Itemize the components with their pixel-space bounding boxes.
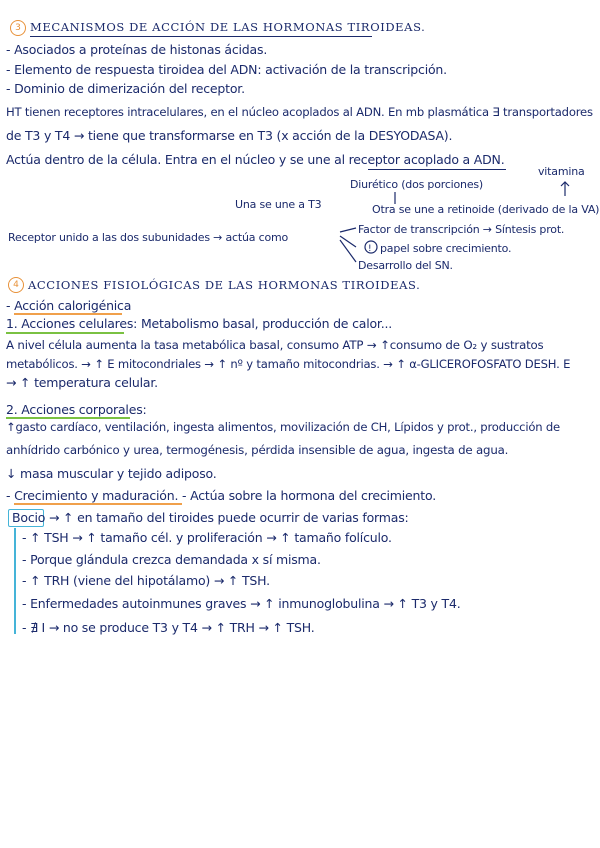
section-title: ACCIONES FISIOLÓGICAS DE LAS HORMONAS TIROIDEAS.	[28, 278, 421, 292]
note-line: - ↑ TSH → ↑ tamaño cél. y proliferación → ↑ tamaño folículo.	[22, 530, 392, 545]
note-line: HT tienen receptores intracelulares, en el núcleo acoplados al ADN. En mb plasmática ∃ transportadores	[6, 105, 593, 119]
vitamin-label: vitamina	[538, 165, 585, 178]
note-line: Bocio → ↑ en tamaño del tiroides puede ocurrir de varias formas:	[12, 510, 409, 525]
note-line: ↑gasto cardíaco, ventilación, ingesta alimentos, movilización de CH, Lípidos y prot., producción de	[6, 420, 560, 434]
note-line: anhídrido carbónico y urea, termogénesis, pérdida insensible de agua, ingesta de agua.	[6, 443, 509, 457]
highlight-underline	[6, 332, 124, 334]
joins-t3-label: Una se une a T3	[235, 198, 322, 211]
note-line: - Porque glándula crezca demandada x sí misma.	[22, 552, 321, 567]
bocio-bracket	[14, 528, 16, 634]
note-line: Actúa dentro de la célula. Entra en el núcleo y se une al receptor acoplado a ADN.	[6, 152, 505, 167]
note-line: metabólicos. → ↑ E mitocondriales → ↑ nº y tamaño mitocondrias. → ↑ α-GLICEROFOSFATO DESH. E	[6, 357, 571, 371]
note-line: - Dominio de dimerización del receptor.	[6, 81, 245, 96]
note-line: - Elemento de respuesta tiroidea del ADN: activación de la transcripción.	[6, 62, 447, 77]
note-line: - Enfermedades autoinmunes graves → ↑ inmunoglobulina → ↑ T3 y T4.	[22, 596, 461, 611]
section-number-badge: 4	[8, 277, 24, 293]
note-line: - ∄ I → no se produce T3 y T4 → ↑ TRH → ↑ TSH.	[22, 620, 315, 635]
other-joins-label: Otra se une a retinoide (derivado de la VA)	[372, 203, 600, 216]
factor-label: Factor de transcripción → Síntesis prot.	[358, 223, 565, 236]
highlight-underline	[14, 503, 182, 505]
note-line: - Acción calorigénica	[6, 298, 132, 313]
note-line: 2. Acciones corporales:	[6, 402, 147, 417]
note-line: - ↑ TRH (viene del hipotálamo) → ↑ TSH.	[22, 573, 270, 588]
highlight-underline	[14, 313, 122, 315]
note-line: A nivel célula aumenta la tasa metabólica basal, consumo ATP → ↑consumo de O₂ y sustratos	[6, 338, 544, 352]
sn-label: Desarrollo del SN.	[358, 259, 453, 272]
svg-text:!: !	[368, 244, 372, 254]
note-line: - Asociados a proteínas de histonas ácidas.	[6, 42, 268, 57]
note-line: de T3 y T4 → tiene que transformarse en T3 (x acción de la DESYODASA).	[6, 128, 453, 143]
section-title: MECANISMOS DE ACCIÓN DE LAS HORMONAS TIROIDEAS.	[30, 20, 426, 34]
note-line: - Crecimiento y maduración. - Actúa sobre la hormona del crecimiento.	[6, 488, 436, 503]
note-line: 1. Acciones celulares: Metabolismo basal, producción de calor...	[6, 316, 393, 331]
highlight-underline	[6, 417, 130, 419]
receptor-label: Receptor unido a las dos subunidades → actúa como	[8, 231, 289, 244]
note-line: ↓ masa muscular y tejido adiposo.	[6, 466, 217, 481]
note-line: → ↑ temperatura celular.	[6, 375, 158, 390]
growth-label: papel sobre crecimiento.	[380, 242, 512, 255]
section-number-badge: 3	[10, 20, 26, 36]
dimer-label: Diurético (dos porciones)	[350, 178, 484, 191]
